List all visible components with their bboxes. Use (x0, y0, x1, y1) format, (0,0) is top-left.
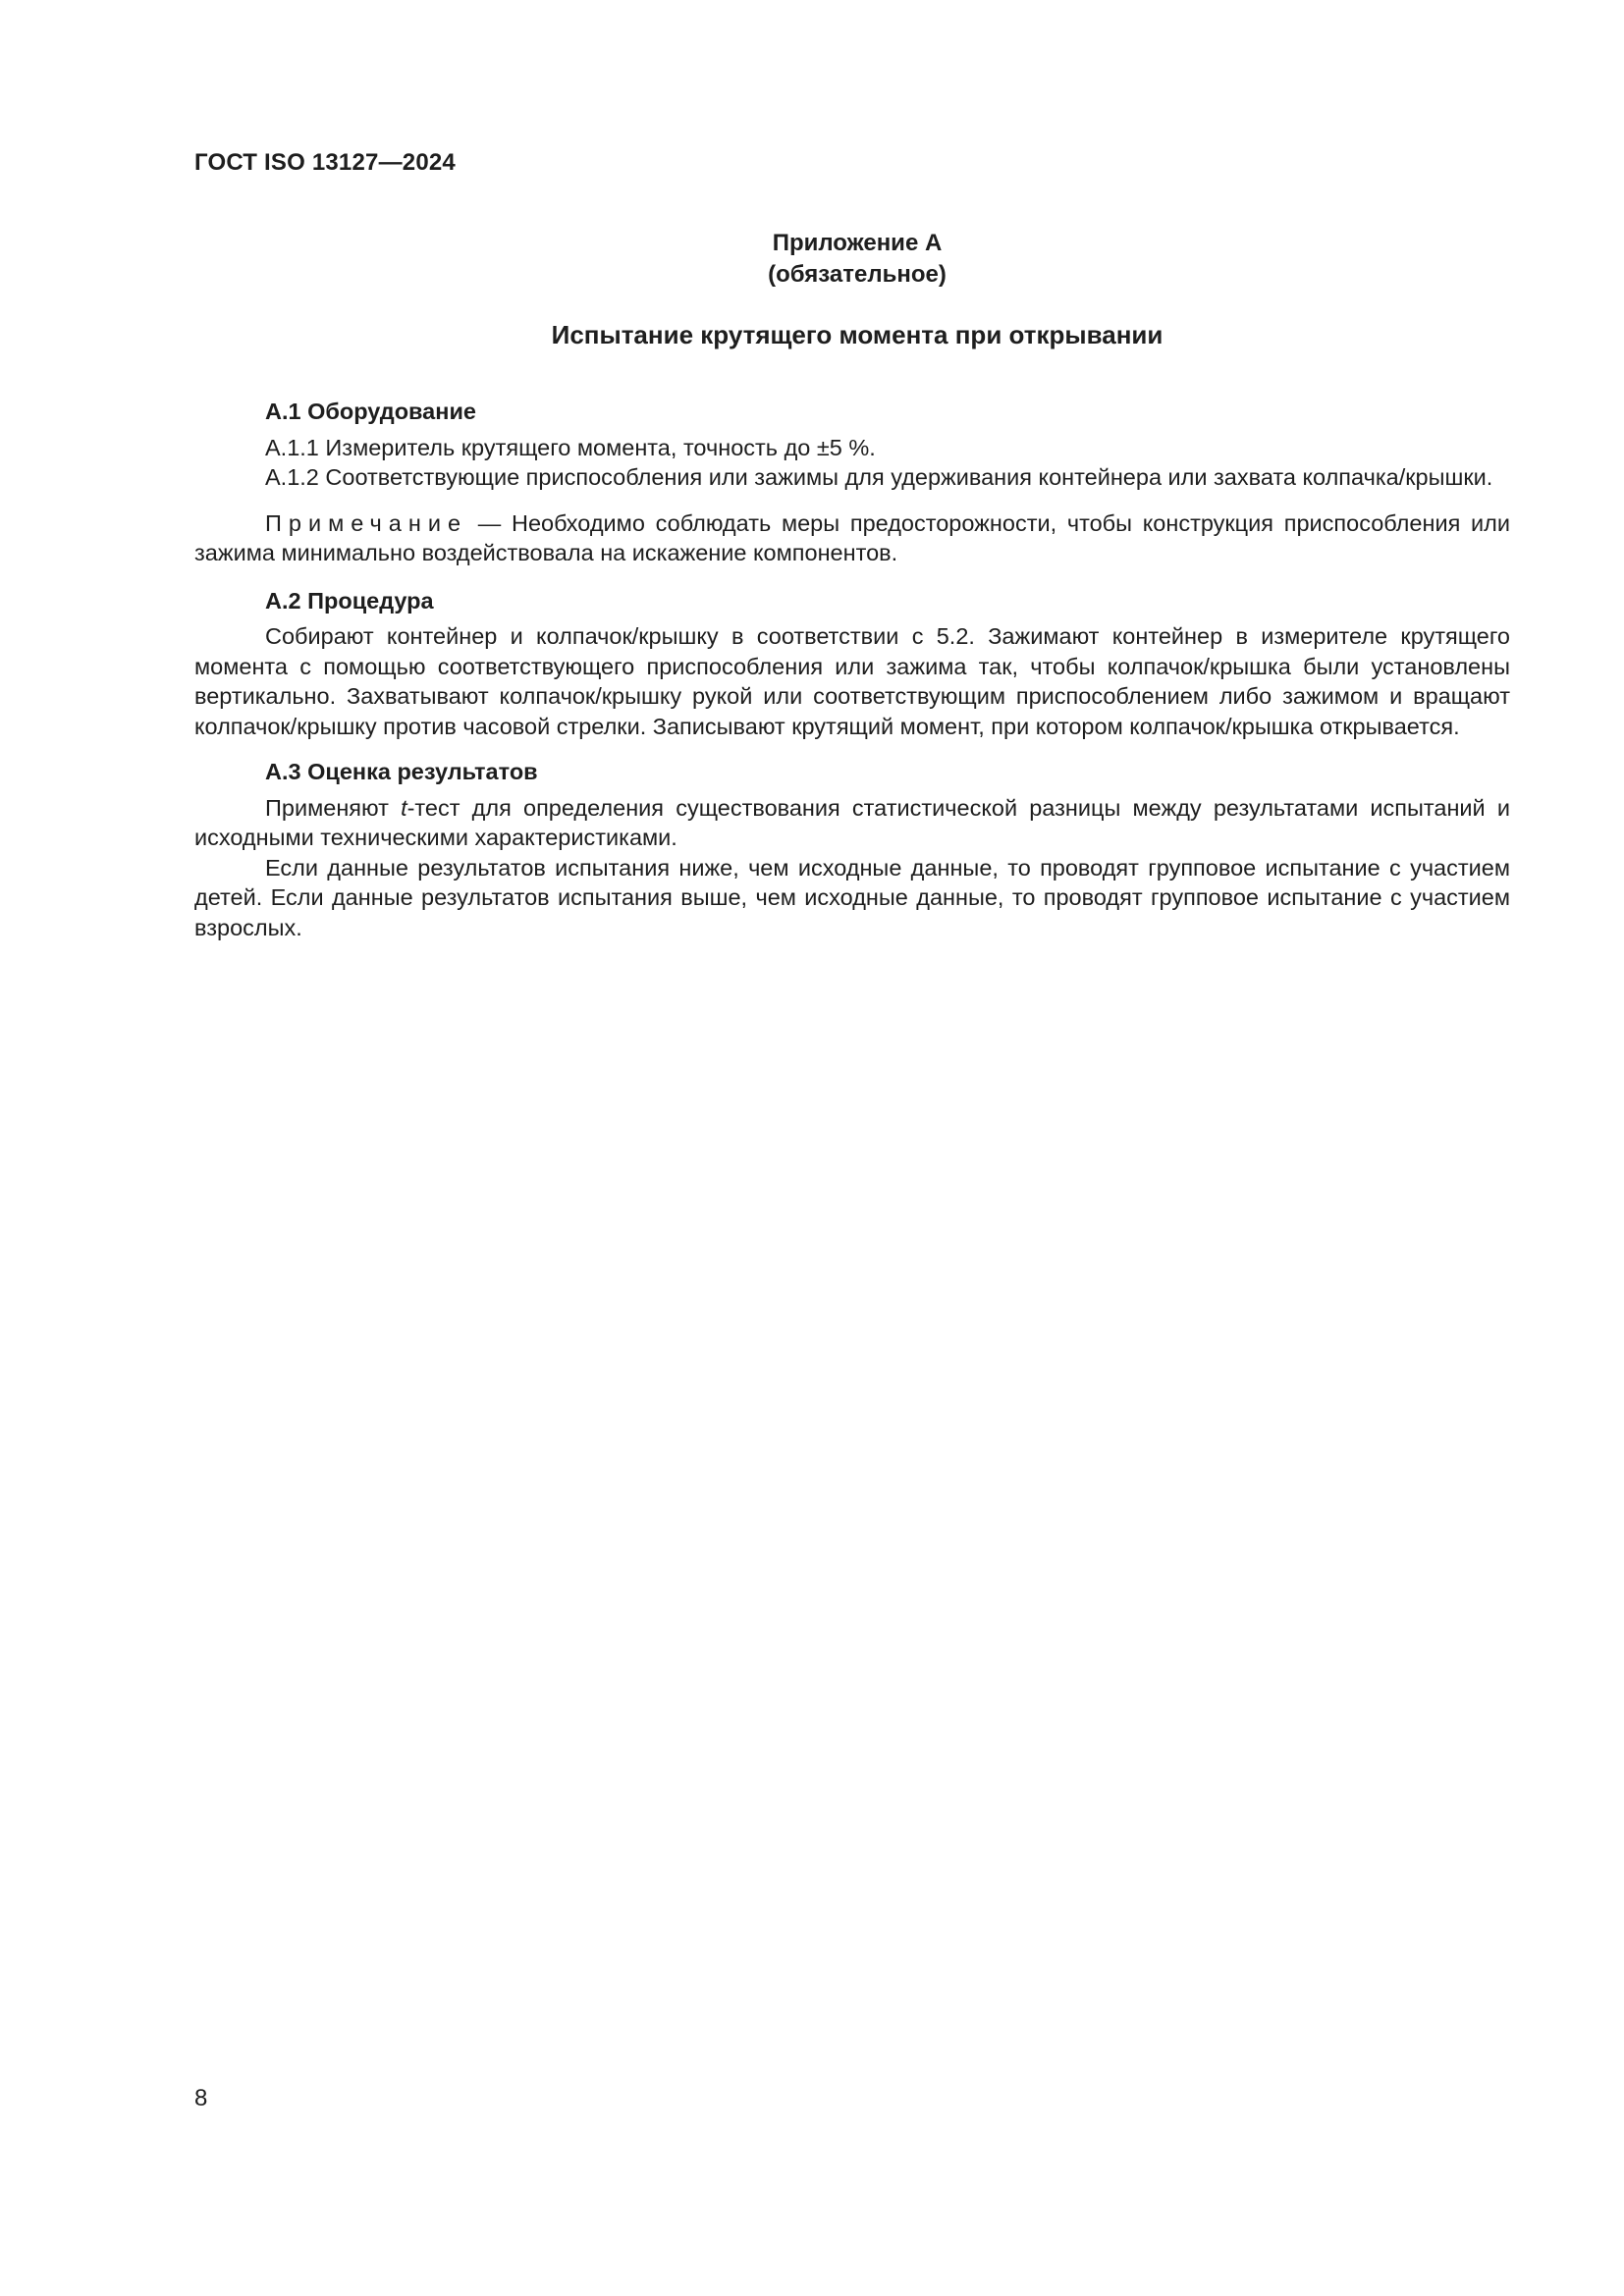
italic-term: t (401, 794, 407, 821)
section-heading: А.1 Оборудование (265, 399, 476, 424)
document-body (194, 397, 1510, 958)
document-code: ГОСТ ISO 13127—2024 (194, 149, 456, 176)
page-number: 8 (194, 2085, 208, 2111)
paragraph (194, 793, 1510, 853)
section-a3 (194, 757, 1510, 942)
annex-status: (обязательное) (768, 261, 947, 288)
text-run: -тест для определения существования статистической разницы между результатами испытаний и исходными техническими характеристиками. (194, 794, 1510, 850)
annex-label: Приложение А (772, 230, 943, 256)
paragraph: А.1.2 Соответствующие приспособления или зажимы для удерживания контейнера или захвата колпачка/крышки. (265, 464, 1493, 490)
annex-title: Испытание крутящего момента при открывании (551, 320, 1164, 349)
note-dash: — (467, 509, 512, 536)
note-text: Необходимо соблюдать меры предосторожности, чтобы конструкция приспособления или зажима минимально воздействовала на искажение компонентов. (194, 509, 1510, 565)
note-label: Примечание (265, 509, 468, 536)
section-heading: А.2 Процедура (265, 587, 434, 614)
paragraph: Если данные результатов испытания ниже, чем исходные данные, то проводят групповое испытание с участием детей. Если данные результатов испытания выше, чем исходные данные, то проводят групповое испытание с участием взрослых. (194, 854, 1510, 940)
text-run: Применяют (265, 794, 402, 821)
paragraph: А.1.1 Измеритель крутящего момента, точность до ±5 %. (265, 434, 876, 460)
section-a1 (194, 397, 1510, 568)
paragraph: Собирают контейнер и колпачок/крышку в соответствии с 5.2. Зажимают контейнер в измерителе крутящего момента с помощью соответствующего приспособления или зажима так, чтобы колпачок/крышка были установлены вертикально. Захватывают колпачок/крышку рукой или соответствующим приспособлением либо зажимом и вращают колпачок/крышку против часовой стрелки. Записывают крутящий момент, при котором колпачок/крышка открывается. (194, 623, 1510, 739)
section-heading: А.3 Оценка результатов (265, 759, 538, 784)
note-paragraph (194, 508, 1510, 568)
section-a2 (194, 586, 1510, 742)
annex-heading (194, 228, 1520, 291)
